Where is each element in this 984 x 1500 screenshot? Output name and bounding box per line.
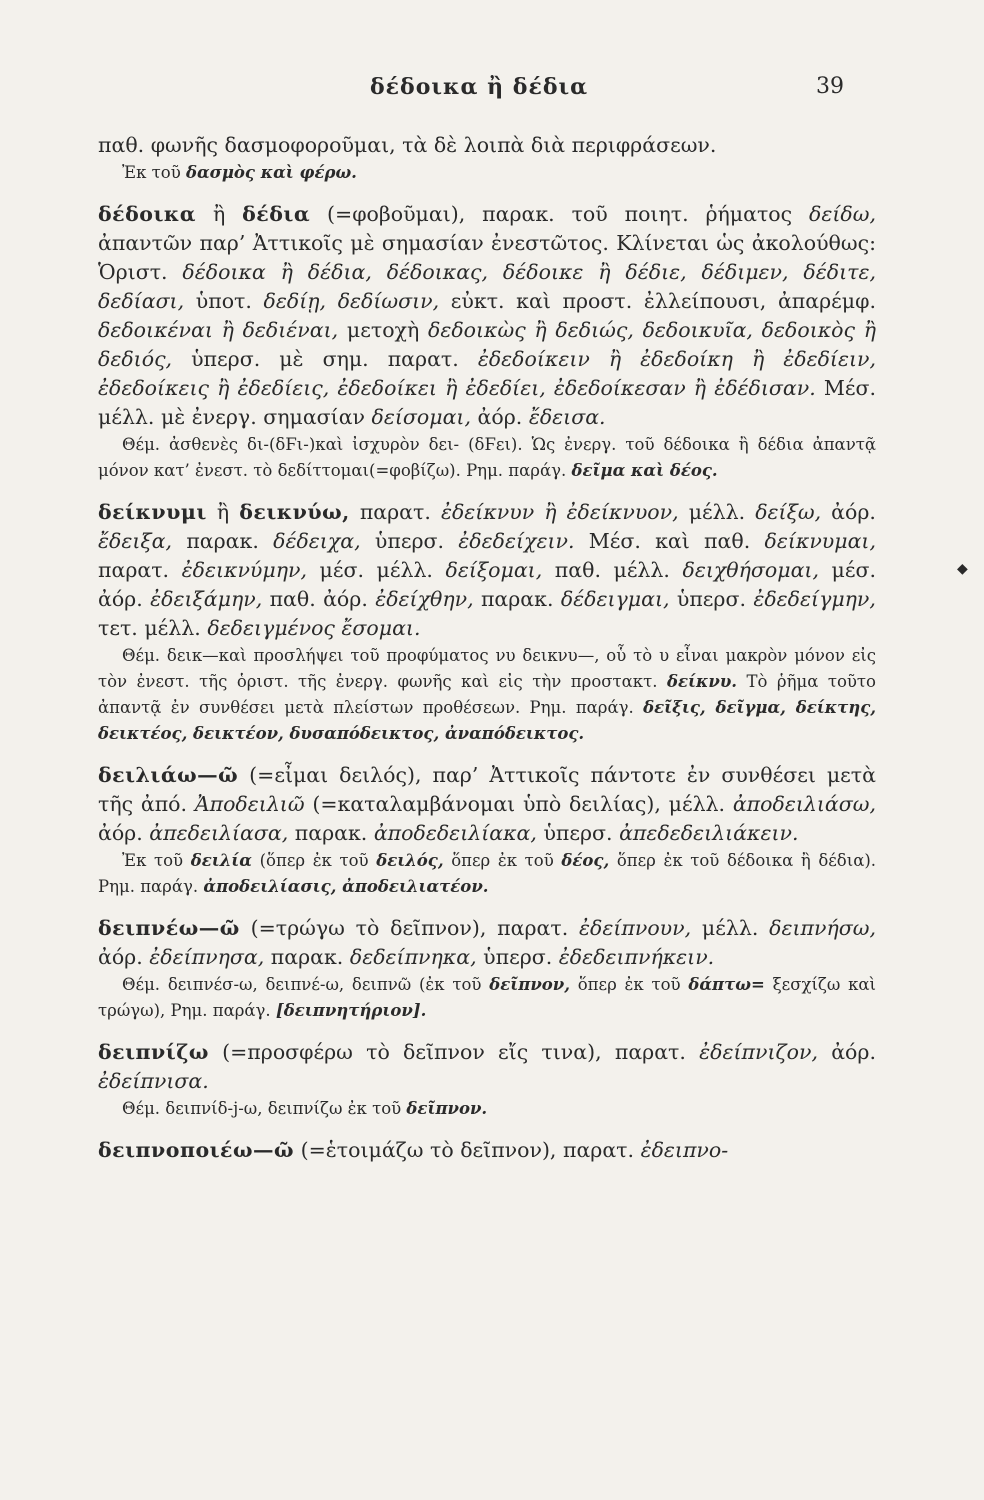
page-number: 39 bbox=[816, 74, 844, 99]
note-deiliao: Ἐκ τοῦ δειλία (ὅπερ ἐκ τοῦ δειλός, ὅπερ ἐκ τοῦ δέος, ὅπερ ἐκ τοῦ δέδοικα ἢ δέδια). Ρημ. παράγ. ἀποδειλίασις, ἀποδειλιατέον. bbox=[98, 851, 877, 896]
continuation-paragraph: παθ. φωνῆς δασμοφοροῦμαι, τὰ δὲ λοιπὰ διὰ περιφράσεων. bbox=[98, 133, 717, 157]
entry-deiliao: δειλιάω—ῶ (=εἶμαι δειλός), παρ’ Ἀττικοῖς πάντοτε ἐν συνθέσει μετὰ τῆς ἀπό. Ἀποδειλιῶ (=καταλαμβάνομαι ὑπὸ δειλίας), μέλλ. ἀποδειλιάσω, ἀόρ. ἀπεδειλίασα, παρακ. ἀποδεδειλίακα, ὑπερσ. ἀπεδεδειλιάκειν. bbox=[98, 763, 876, 845]
entry-deiknymi: δείκνυμι ἢ δεικνύω, παρατ. ἐδείκνυν ἢ ἐδείκνυον, μέλλ. δείξω, ἀόρ. ἔδειξα, παρακ. δέδειχα, ὑπερσ. ἐδεδείχειν. Μέσ. καὶ παθ. δείκνυμαι, παρατ. ἐδεικνύμην, μέσ. μέλλ. δείξομαι, παθ. μέλλ. δειχθήσομαι, μέσ. ἀόρ. ἐδειξάμην, παθ. ἀόρ. ἐδείχθην, παρακ. δέδειγμαι, ὑπερσ. ἐδεδείγμην, τετ. μέλλ. δεδειγμένος ἔσομαι. bbox=[98, 500, 876, 640]
entry-deipnopoieo: δειπνοποιέω—ῶ (=ἑτοιμάζω τὸ δεῖπνον), παρατ. ἐδειπνο- bbox=[98, 1138, 729, 1162]
page-header bbox=[0, 74, 984, 108]
entry-deipneo: δειπνέω—ῶ (=τρώγω τὸ δεῖπνον), παρατ. ἐδείπνουν, μέλλ. δειπνήσω, ἀόρ. ἐδείπνησα, παρακ. δεδείπνηκα, ὑπερσ. ἐδεδειπνήκειν. bbox=[98, 916, 876, 969]
headword: δειπνοποιέω—ῶ bbox=[98, 1138, 295, 1162]
headword: δειπνίζω bbox=[98, 1040, 209, 1064]
headword: δειπνέω—ῶ bbox=[98, 916, 240, 940]
headword: δειλιάω—ῶ bbox=[98, 763, 239, 787]
note-dedoika: Θέμ. ἀσθενὲς δι-(δϜι-)καὶ ἰσχυρὸν δει- (δϜει). Ὡς ἐνεργ. τοῦ δέδοικα ἢ δέδια ἀπαντᾷ μόνον κατ’ ἐνεστ. τὸ δεδίττομαι(=φοβίζω). Ρημ. παράγ. δεῖμα καὶ δέος. bbox=[98, 435, 876, 480]
entry-dedoika: δέδοικα ἢ δέδια (=φοβοῦμαι), παρακ. τοῦ ποιητ. ῥήματος δείδω, ἀπαντῶν παρ’ Ἀττικοῖς μὲ σημασίαν ἐνεστῶτος. Κλίνεται ὡς ἀκολούθως: Ὁριστ. δέδοικα ἢ δέδια, δέδοικας, δέδοικε ἢ δέδιε, δέδιμεν, δέδιτε, δεδίασι, ὑποτ. δεδίῃ, δεδίωσιν, εὐκτ. καὶ προστ. ἐλλείπουσι, ἀπαρέμφ. δεδοικέναι ἢ δεδιέναι, μετοχὴ δεδοικὼς ἢ δεδιώς, δεδοικυῖα, δεδοικὸς ἢ δεδιός, ὑπερσ. μὲ σημ. παρατ. ἐδεδοίκειν ἢ ἐδεδοίκη ἢ ἐδεδίειν, ἐδεδοίκεις ἢ ἐδεδίεις, ἐδεδοίκει ἢ ἐδεδίει, ἐδεδοίκεσαν ἢ ἐδέδισαν. Μέσ. μέλλ. μὲ ἐνεργ. σημασίαν δείσομαι, ἀόρ. ἔδεισα. bbox=[98, 202, 876, 429]
body-text bbox=[98, 131, 876, 1165]
running-title: δέδοικα ἢ δέδια bbox=[370, 74, 589, 100]
note-deiknymi: Θέμ. δεικ—καὶ προσλήψει τοῦ προφύματος νυ δεικνυ—, οὗ τὸ υ εἶναι μακρὸν μόνον εἰς τὸν ἐνεστ. τῆς ὁριστ. τῆς ἐνεργ. φωνῆς καὶ εἰς τὴν προστακτ. δείκνυ. Τὸ ῥῆμα τοῦτο ἀπαντᾷ ἐν συνθέσει μετὰ πλείστων προθέσεων. Ρημ. παράγ. δεῖξις, δεῖγμα, δείκτης, δεικτέος, δεικτέον, δυσαπόδεικτος, ἀναπόδεικτος. bbox=[98, 646, 877, 743]
note-deipneo: Θέμ. δειπνέσ-ω, δειπνέ-ω, δειπνῶ (ἐκ τοῦ δεῖπνον, ὅπερ ἐκ τοῦ δάπτω= ξεσχίζω καὶ τρώγω), Ρημ. παράγ. [δειπνητήριον]. bbox=[98, 975, 877, 1020]
entry-deipnizo: δειπνίζω (=προσφέρω τὸ δεῖπνον εἴς τινα), παρατ. ἐδείπνιζον, ἀόρ. ἐδείπνισα. bbox=[98, 1040, 876, 1093]
headword: δείκνυμι bbox=[98, 500, 207, 524]
etymology-line: Ἐκ τοῦ δασμὸς καὶ φέρω. bbox=[122, 163, 357, 182]
margin-mark-icon: ◆ bbox=[957, 561, 968, 577]
headword: δέδοικα bbox=[98, 202, 197, 226]
note-deipnizo: Θέμ. δειπνίδ-j-ω, δειπνίζω ἐκ τοῦ δεῖπνον. bbox=[122, 1099, 488, 1118]
